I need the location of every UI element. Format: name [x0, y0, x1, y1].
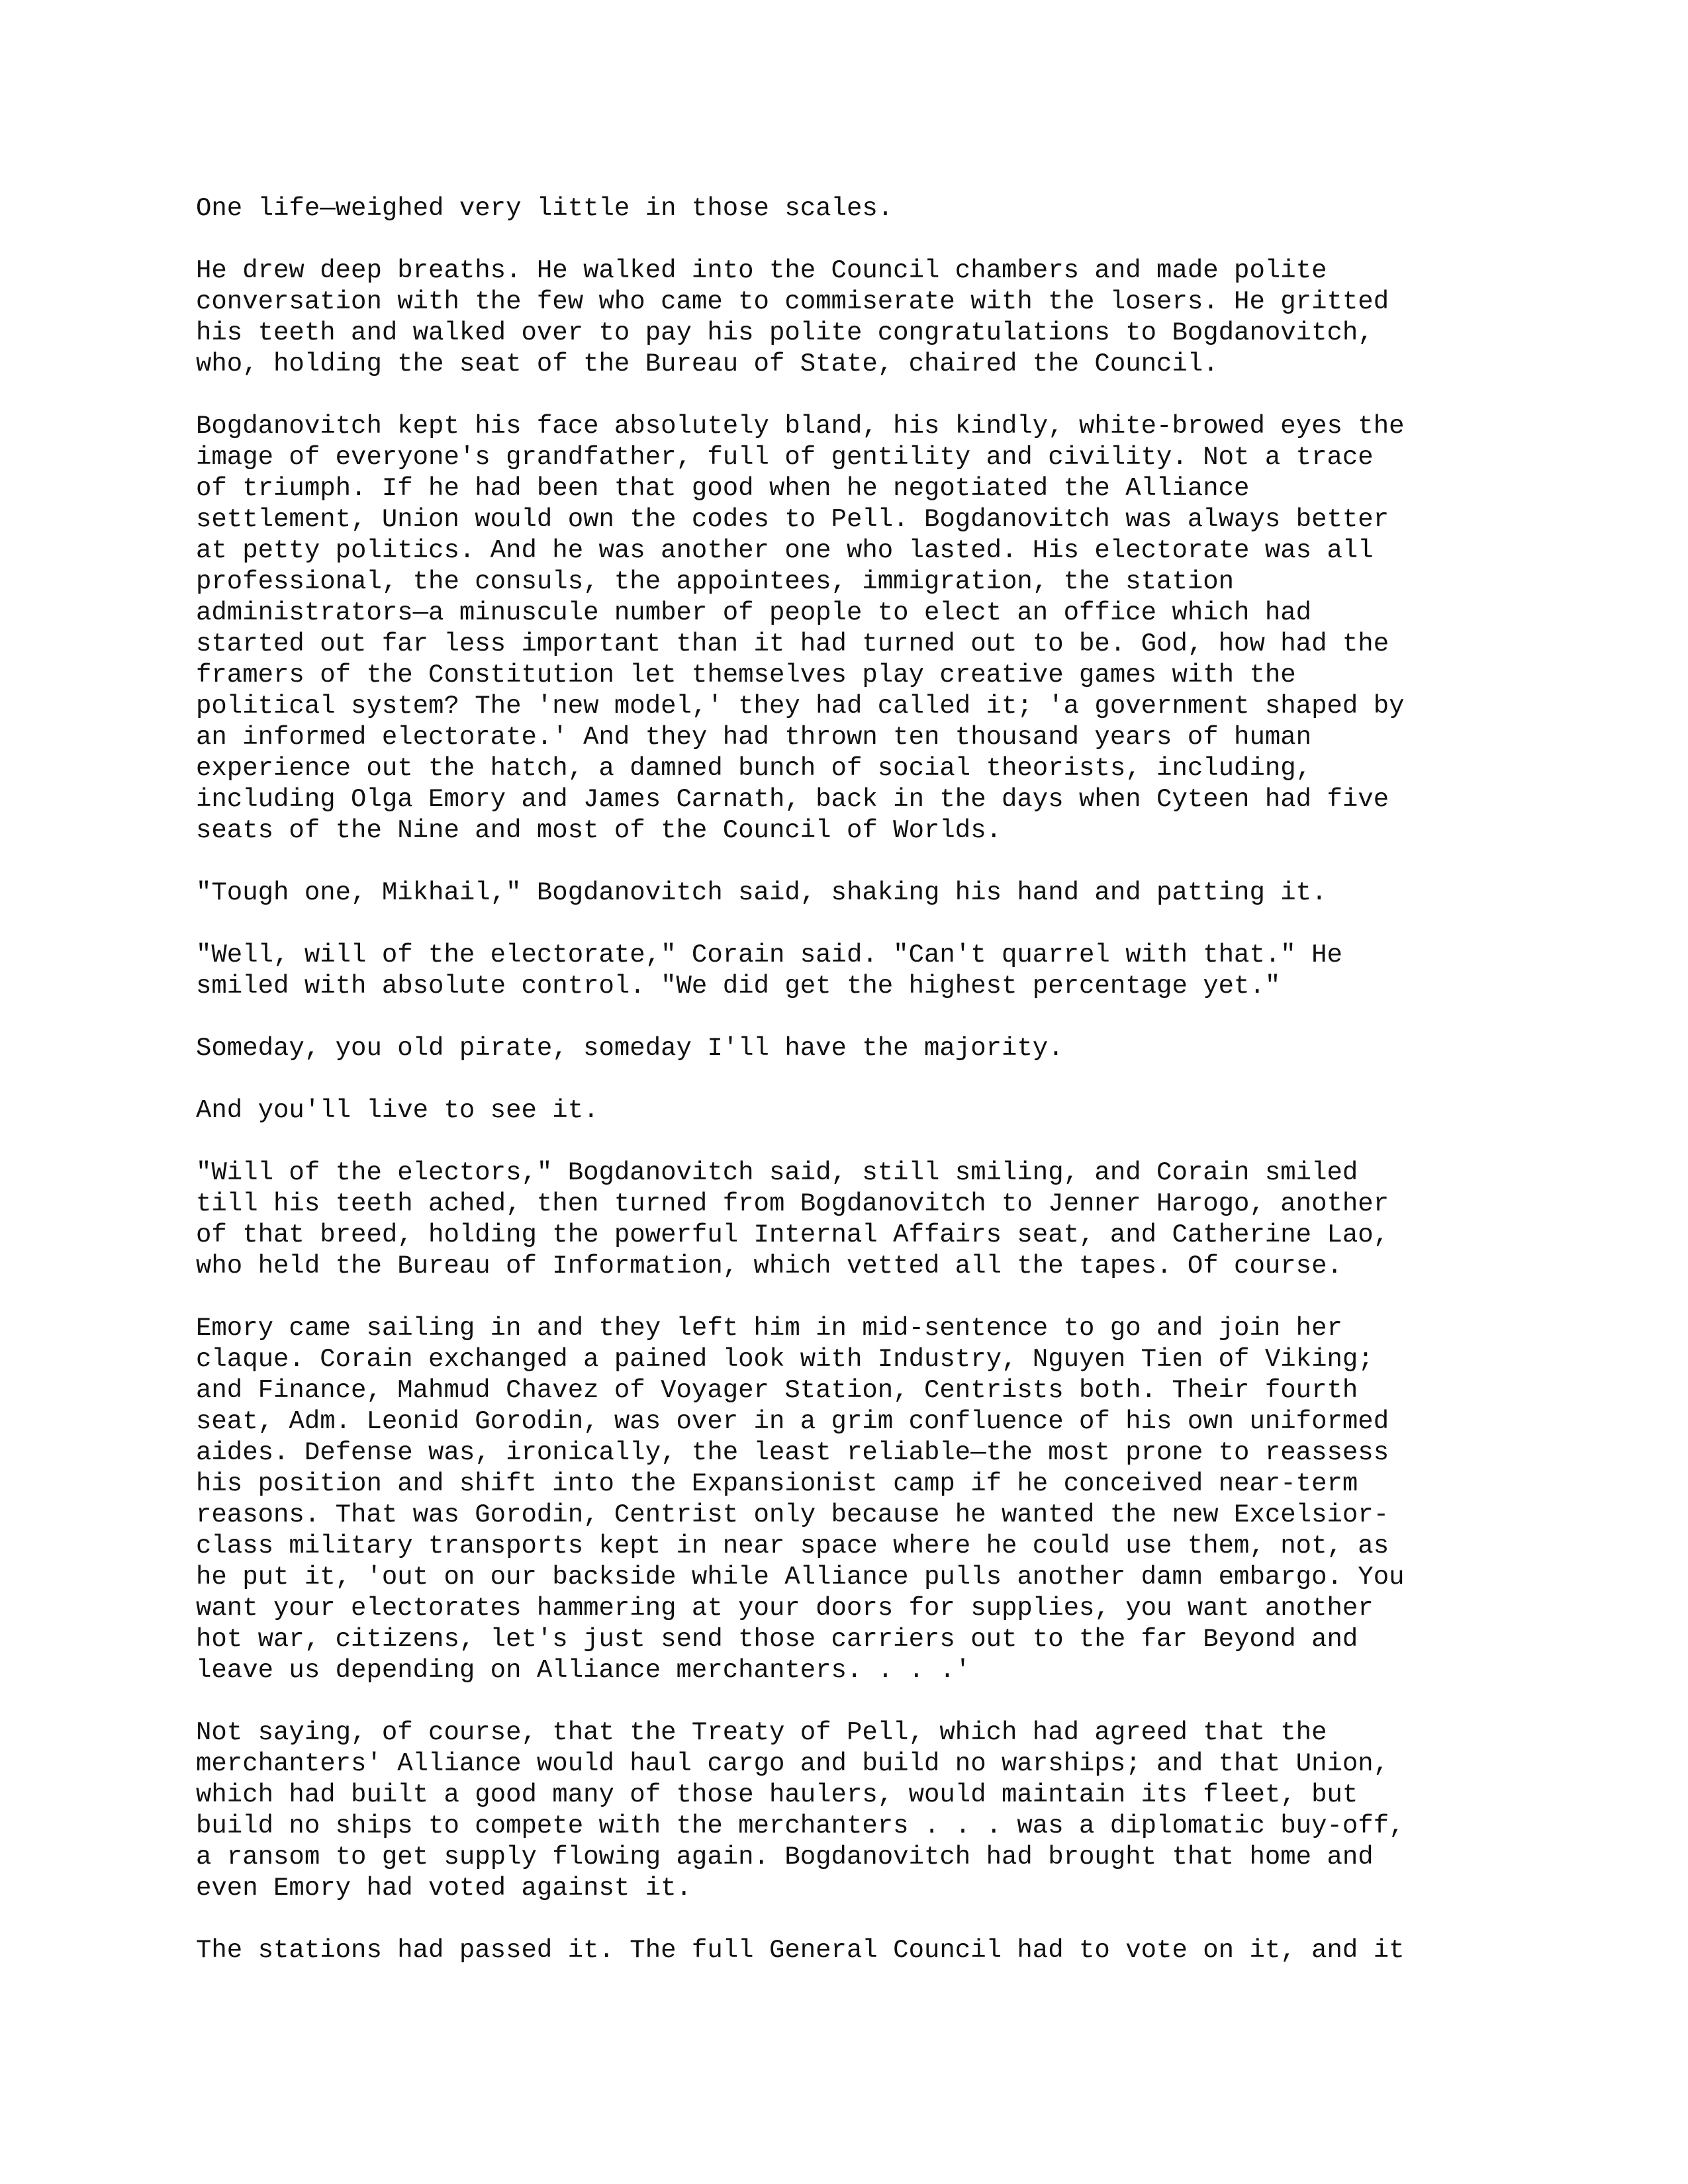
paragraph-9: Emory came sailing in and they left him in mid-sentence to go and join her claque. Corain exchanged a pained look with Industry, Nguyen Tien of Viking; and Finance, Mahmud Chavez of Voyager Station, Centrists both. Their fourth seat, Adm. Leonid Gorodin, was over in a grim confluence of his own uniformed aides. Defense was, ironically, the least reliable—the most prone to reassess his position and shift into the Expansionist camp if he conceived near-term reasons. That was Gorodin, Centrist only because he wanted the new Excelsior- class military transports kept in near space where he could use them, not, as he put it, 'out on our backside while Alliance pulls another damn embargo. You want your electorates hammering at your doors for supplies, you want another hot war, citizens, let's just send those carriers out to the far Beyond and leave us depending on Alliance merchanters. . . .'	[196, 1314, 1405, 1685]
paragraph-8: "Will of the electors," Bogdanovitch said, still smiling, and Corain smiled till his teeth ached, then turned from Bogdanovitch to Jenner Harogo, another of that breed, holding the powerful Internal Affairs seat, and Catherine Lao, who held the Bureau of Information, which vetted all the tapes. Of course.	[196, 1158, 1389, 1281]
paragraph-11: The stations had passed it. The full General Council had to vote on it, and it	[196, 1936, 1405, 1965]
paragraph-4: "Tough one, Mikhail," Bogdanovitch said, shaking his hand and patting it.	[196, 878, 1327, 907]
paragraph-5: "Well, will of the electorate," Corain said. "Can't quarrel with that." He smiled with absolute control. "We did get the highest percentage yet."	[196, 940, 1342, 1001]
text-column	[196, 193, 1520, 1966]
paragraph-7: And you'll live to see it.	[196, 1096, 599, 1125]
paragraph-10: Not saying, of course, that the Treaty of Pell, which had agreed that the merchanters' Alliance would haul cargo and build no warships; and that Union, which had built a good many of those haulers, would maintain its fleet, but build no ships to compete with the merchanters . . . was a diplomatic buy-off, a ransom to get supply flowing again. Bogdanovitch had brought that home and even Emory had voted against it.	[196, 1718, 1405, 1903]
paragraph-6: Someday, you old pirate, someday I'll have the majority.	[196, 1034, 1064, 1063]
paragraph-1: One life—weighed very little in those scales.	[196, 194, 894, 223]
paragraph-2: He drew deep breaths. He walked into the Council chambers and made polite conversation with the few who came to commiserate with the losers. He gritted his teeth and walked over to pay his polite congratulations to Bogdanovitch, who, holding the seat of the Bureau of State, chaired the Council.	[196, 256, 1389, 379]
paragraph-3: Bogdanovitch kept his face absolutely bland, his kindly, white-browed eyes the image of everyone's grandfather, full of gentility and civility. Not a trace of triumph. If he had been that good when he negotiated the Alliance settlement, Union would own the codes to Pell. Bogdanovitch was always better at petty politics. And he was another one who lasted. His electorate was all professional, the consuls, the appointees, immigration, the station administrators—a minuscule number of people to elect an office which had started out far less important than it had turned out to be. God, how had the framers of the Constitution let themselves play creative games with the political system? The 'new model,' they had called it; 'a government shaped by an informed electorate.' And they had thrown ten thousand years of human experience out the hatch, a damned bunch of social theorists, including, including Olga Emory and James Carnath, back in the days when Cyteen had five seats of the Nine and most of the Council of Worlds.	[196, 412, 1405, 845]
